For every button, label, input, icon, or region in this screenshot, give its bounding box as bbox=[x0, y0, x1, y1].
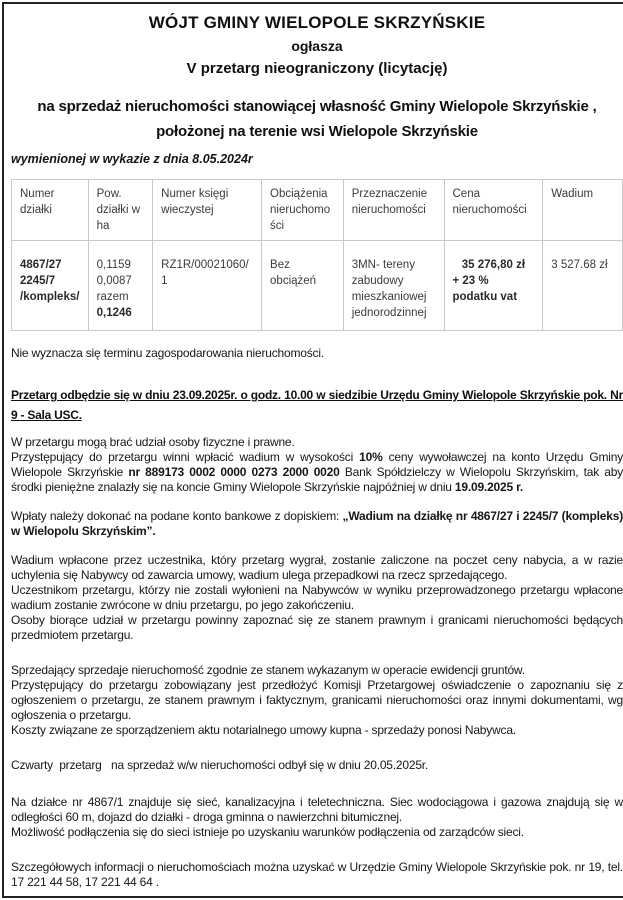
plot-number-line: 4867/27 bbox=[20, 259, 62, 271]
deposit-deadline-date: 19.09.2025 r. bbox=[454, 480, 524, 494]
cell-purpose: 3MN- tereny zabudowy mieszkaniowej jednorodzinnej bbox=[343, 241, 444, 331]
para-utilities: Na działce nr 4867/1 znajduje się sieć, kanalizacyjna i teletechniczna. Siec wodociągowa i gazowa znajdują się w odległości 60 m, dojazd do działki - droga gminna o nawierzchni bitumicznej. bbox=[11, 795, 623, 824]
header-cell-deposit: Wadium bbox=[543, 180, 623, 241]
para-utilities: Możliwość podłączenia się do sieci istnieje po uzyskaniu warunków podłączenia od zarządców sieci. bbox=[11, 825, 524, 839]
table-header-row bbox=[12, 180, 623, 241]
cell-area bbox=[88, 241, 153, 331]
cell-deposit: 3 527.68 zł bbox=[543, 241, 623, 331]
subject-line bbox=[11, 94, 623, 144]
table-row bbox=[12, 241, 623, 331]
para-sale-rule: Sprzedający sprzedaje nieruchomość zgodnie ze stanem wykazanym w operacie ewidencji gruntów. bbox=[11, 663, 525, 677]
document-page bbox=[2, 2, 623, 898]
register-note: wymienionej w wykazie z dnia 8.05.2024r bbox=[11, 152, 253, 166]
price-tax-note: + 23 % podatku vat bbox=[452, 275, 518, 303]
para-deposit-rule: Uczestnikom przetargu, którzy nie zostali wyłonieni na Nabywców w wyniku przeprowadzonego przetargu wpłacone wadium zostanie zwrócone w dniu przetargu, po jego zakończeniu. bbox=[11, 583, 623, 612]
para-participants: W przetargu mogą brać udział osoby fizyczne i prawne. bbox=[11, 435, 295, 449]
cell-price bbox=[444, 241, 543, 331]
plot-number-line: /kompleks/ bbox=[20, 291, 80, 303]
deposit-info-text: Przystępujący do przetargu winni wpłacić wadium w wysokości bbox=[11, 450, 360, 464]
deposit-percent: 10% bbox=[359, 450, 383, 464]
para-payment-note bbox=[11, 509, 623, 539]
payment-annotation: „Wadium na działkę nr 4867/27 i 2245/7 (kompleks) w Wielopolu Skrzyńskim”. bbox=[11, 509, 623, 538]
header-cell-land-register: Numer księgi wieczystej bbox=[153, 180, 262, 241]
para-deposit-rule: Osoby biorące udział w przetargu powinny zapoznać się ze stanem prawnym i granicami nieruchomości będących przedmiotem przetargu. bbox=[11, 613, 623, 642]
header-cell-plot-number: Numer działki bbox=[12, 180, 89, 241]
area-line: 0,0087 bbox=[96, 275, 132, 287]
announce-line: ogłasza bbox=[291, 38, 343, 54]
deposit-info-text: ceny wywoławczej na konto Urzędu Gminy Wielopole Skrzyńskie bbox=[11, 450, 623, 479]
bank-account-number: nr 889173 0002 0000 0273 2000 0020 bbox=[128, 465, 340, 479]
cell-encumbrances: Bez obciążeń bbox=[262, 241, 344, 331]
area-line: 0,1159 bbox=[96, 259, 131, 271]
para-previous-auction: Czwarty przetarg na sprzedaż w/w nieruchomości odbył się w dniu 20.05.2025r. bbox=[11, 758, 429, 772]
para-sale-rule: Przystępujący do przetargu zobowiązany jest przedłożyć Komisji Przetargowej oświadczenie o zapoznaniu się z ogłoszeniem o przetargu, ze stanem prawnym i faktycznym, granicami nieruchomości oraz innymi dokumentami, wg ogłoszenia o przetargu. bbox=[11, 678, 623, 722]
area-line: razem bbox=[96, 291, 129, 303]
header-cell-purpose: Przeznaczenie nieruchomości bbox=[343, 180, 444, 241]
para-deposit-info bbox=[11, 450, 623, 495]
area-total: 0,1246 bbox=[96, 307, 132, 319]
header-cell-encumbrances: Obciążenia nieruchomości bbox=[262, 180, 344, 241]
price-amount: 35 276,80 zł bbox=[461, 259, 526, 271]
body-section bbox=[11, 346, 623, 890]
property-table bbox=[11, 179, 623, 331]
para-auction-date: Przetarg odbędzie się w dniu 23.09.2025r. o godz. 10.00 w siedzibie Urzędu Gminy Wielopole Skrzyńskie pok. Nr 9 - Sala USC. bbox=[11, 388, 623, 422]
subject-line-2: położonej na terenie wsi Wielopole Skrzyńskie bbox=[156, 123, 478, 140]
cell-plot-number bbox=[12, 241, 89, 331]
doc-header bbox=[11, 13, 623, 166]
subject-line-1: na sprzedaż nieruchomości stanowiącej własność Gminy Wielopole Skrzyńskie , bbox=[37, 98, 597, 115]
cell-land-register: RZ1R/00021060/1 bbox=[153, 241, 262, 331]
header-cell-price: Cena nieruchomości bbox=[444, 180, 543, 241]
para-deposit-rule: Wadium wpłacone przez uczestnika, który przetarg wygrał, zostanie zaliczone na poczet ceny nabycia, a w razie uchylenia się Nabywcy od zawarcia umowy, wadium ulega przepadkowi na rzecz sprzedającego. bbox=[11, 553, 623, 582]
auction-type-line: V przetarg nieograniczony (licytację) bbox=[186, 60, 448, 77]
payment-note-text: Wpłaty należy dokonać na podane konto bankowe z dopiskiem: bbox=[11, 509, 343, 523]
para-sale-rule: Koszty związane ze sporządzeniem aktu notarialnego umowy kupna - sprzedaży ponosi Nabywca. bbox=[11, 723, 516, 737]
para-contact-info: Szczegółowych informacji o nieruchomościach można uzyskać w Urzędzie Gminy Wielopole Skrzyńskie pok. nr 19, tel. 17 221 44 58, 17 221 44 64 . bbox=[11, 860, 623, 889]
deposit-info-text: Bank Spółdzielczy w Wielopolu Skrzyńskim, tak aby środki pieniężne znalazły się na koncie Gminy Wielopole Skrzyńskie najpóźniej w dniu bbox=[11, 465, 623, 494]
plot-number-line: 2245/7 bbox=[20, 275, 56, 287]
header-cell-area: Pow. działki w ha bbox=[88, 180, 153, 241]
para-no-deadline: Nie wyznacza się terminu zagospodarowania nieruchomości. bbox=[11, 346, 324, 360]
page-title: WÓJT GMINY WIELOPOLE SKRZYŃSKIE bbox=[148, 13, 486, 32]
